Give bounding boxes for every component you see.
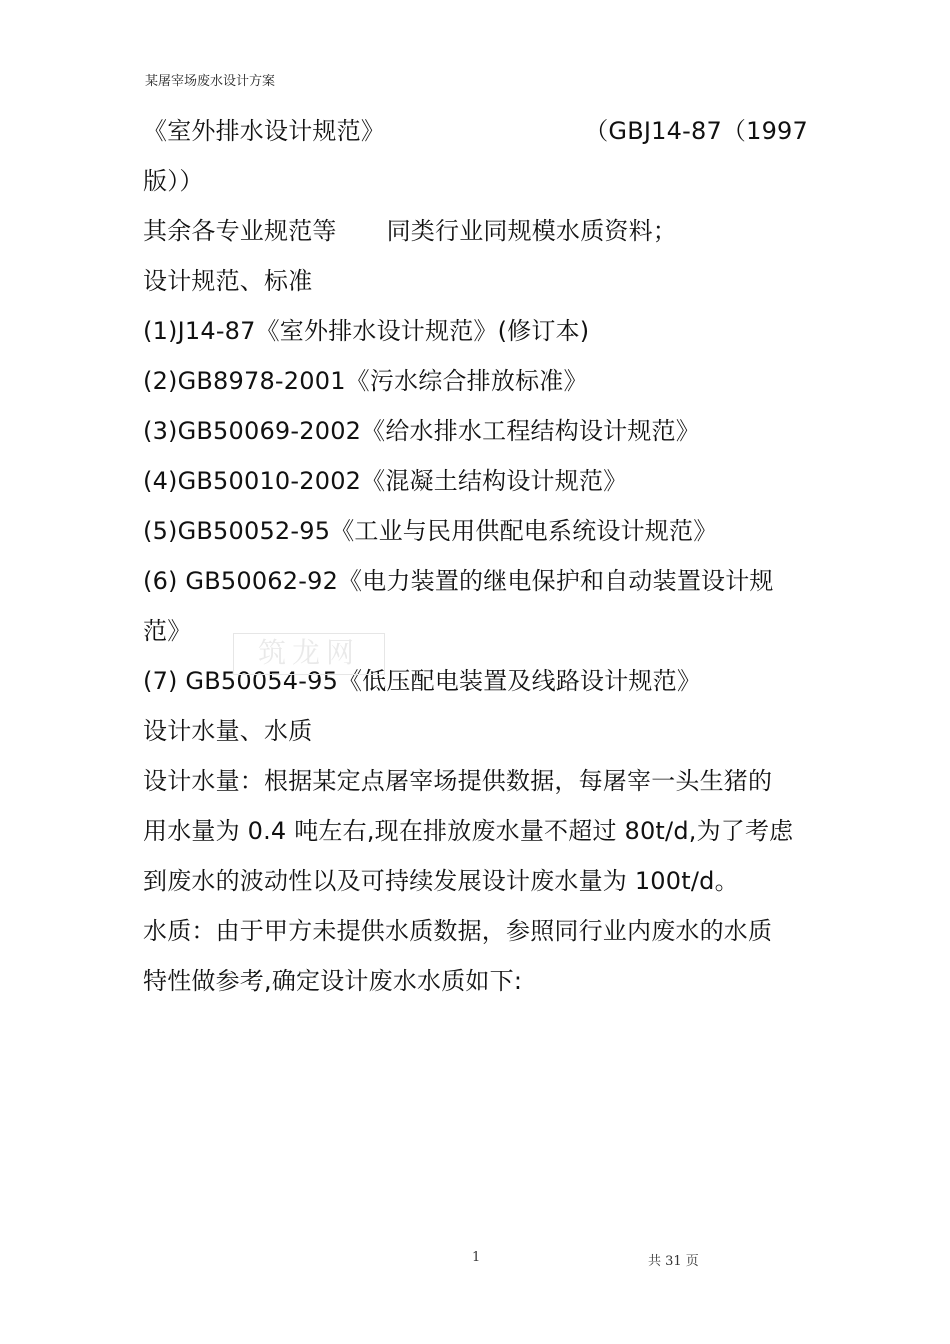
list-item-continuation: 范》 xyxy=(143,617,192,645)
list-item: (7) GB50054-95《低压配电装置及线路设计规范》 xyxy=(143,667,702,695)
text-segment: 同类行业同规模水质资料； xyxy=(386,217,678,245)
section-heading: 设计规范、标准 xyxy=(143,267,313,295)
document-body xyxy=(143,106,808,1006)
paragraph-line: 到废水的波动性以及可持续发展设计废水量为 100t/d。 xyxy=(143,867,739,895)
text-segment: 其余各专业规范等 xyxy=(143,217,337,245)
list-item: (6) GB50062-92《电力装置的继电保护和自动装置设计规 xyxy=(143,567,774,595)
text-line-left: 《室外排水设计规范》 xyxy=(143,117,385,145)
list-item: (1)J14-87《室外排水设计规范》(修订本) xyxy=(143,317,590,345)
section-heading: 设计水量、水质 xyxy=(143,717,313,745)
text-line xyxy=(143,106,808,156)
paragraph-line: 水质：由于甲方未提供水质数据，参照同行业内废水的水质 xyxy=(143,917,773,945)
list-item: (3)GB50069-2002《给水排水工程结构设计规范》 xyxy=(143,417,700,445)
paragraph-line: 用水量为 0.4 吨左右,现在排放废水量不超过 80t/d,为了考虑 xyxy=(143,817,794,845)
page-total: 共 31 页 xyxy=(648,1254,699,1269)
paragraph-line: 特性做参考,确定设计废水水质如下: xyxy=(143,967,523,995)
paragraph-line: 设计水量：根据某定点屠宰场提供数据，每屠宰一头生猪的 xyxy=(143,767,773,795)
text-line-right: （GBJ14-87（1997 xyxy=(584,117,808,145)
watermark-logo: 筑龙网 xyxy=(233,633,385,675)
text-line: 版）） xyxy=(143,167,204,195)
list-item: (5)GB50052-95《工业与民用供配电系统设计规范》 xyxy=(143,517,718,545)
list-item: (4)GB50010-2002《混凝土结构设计规范》 xyxy=(143,467,628,495)
text-line xyxy=(143,206,808,256)
document-header: 某屠宰场废水设计方案 xyxy=(145,74,276,89)
list-item: (2)GB8978-2001《污水综合排放标准》 xyxy=(143,367,588,395)
page-number: 1 xyxy=(472,1250,481,1265)
